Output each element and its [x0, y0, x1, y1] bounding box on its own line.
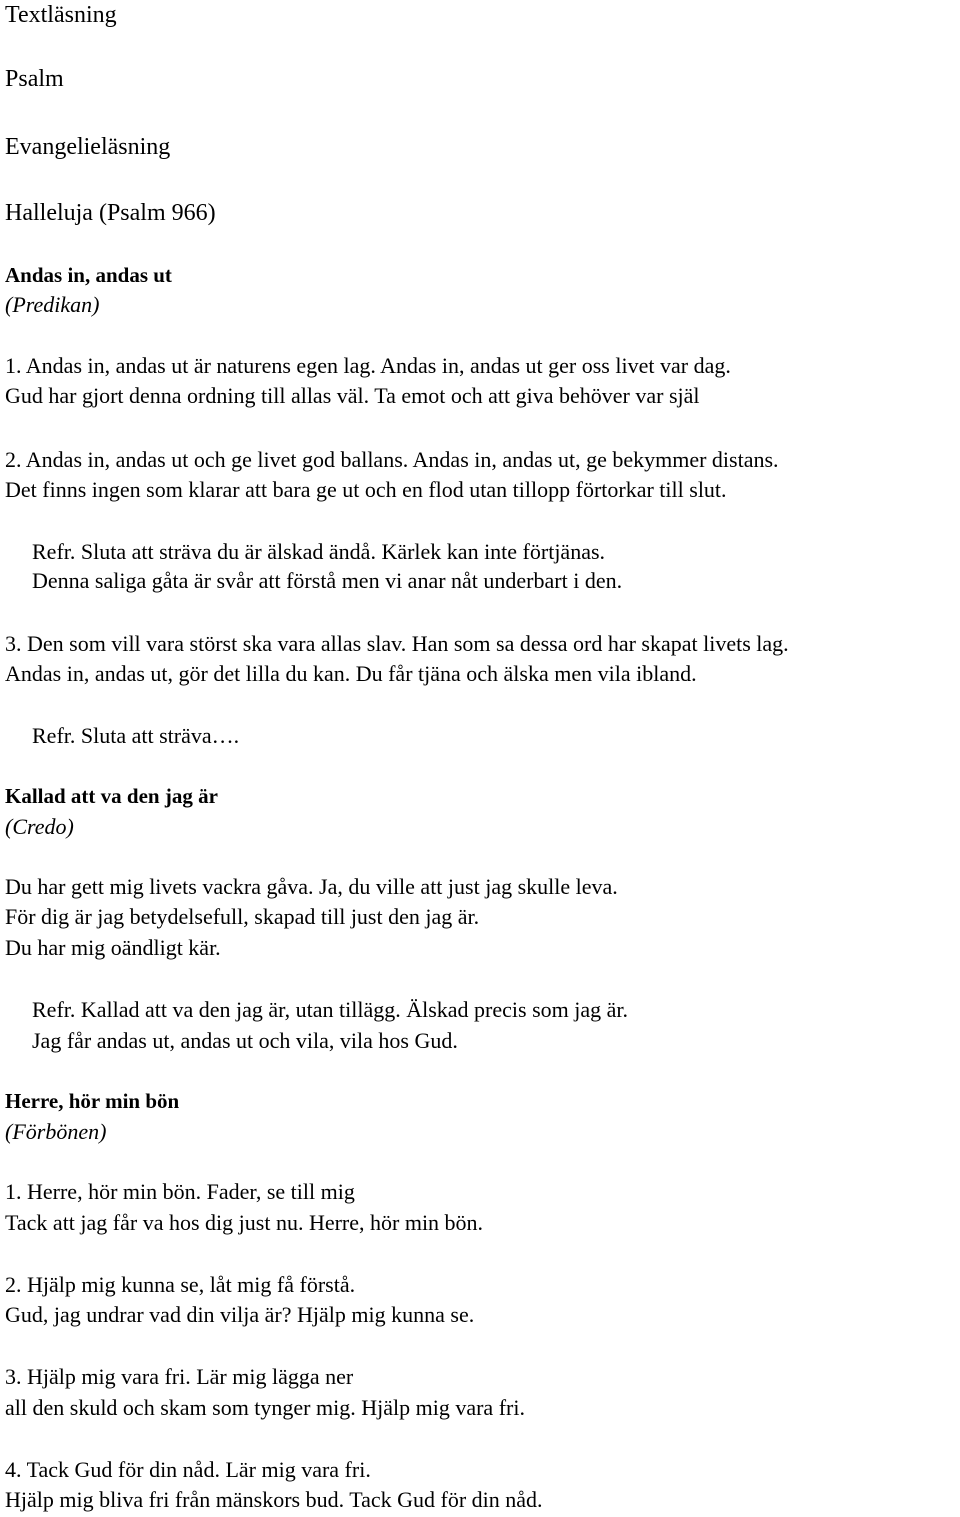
- song-line: 4. Tack Gud för din nåd. Lär mig vara fri.: [5, 1457, 371, 1482]
- refrain-line: Jag får andas ut, andas ut och vila, vila hos Gud.: [32, 1028, 458, 1053]
- song-line: 1. Andas in, andas ut är naturens egen lag. Andas in, andas ut ger oss livet var dag.: [5, 353, 731, 378]
- refrain-line: Refr. Sluta att sträva….: [32, 723, 240, 748]
- song-line: 3. Hjälp mig vara fri. Lär mig lägga ner: [5, 1364, 354, 1389]
- song-line: För dig är jag betydelsefull, skapad till just den jag är.: [5, 904, 480, 929]
- song-line: Gud har gjort denna ordning till allas väl. Ta emot och att giva behöver var själ: [5, 383, 700, 408]
- section-evangelielasning: Evangelieläsning: [5, 134, 171, 160]
- song-title: Andas in, andas ut: [5, 263, 172, 287]
- song-line: Gud, jag undrar vad din vilja är? Hjälp mig kunna se.: [5, 1302, 475, 1327]
- song-line: 1. Herre, hör min bön. Fader, se till mig: [5, 1179, 355, 1204]
- song-title: Kallad att va den jag är: [5, 784, 218, 808]
- song-line: Tack att jag får va hos dig just nu. Herre, hör min bön.: [5, 1210, 484, 1235]
- song-title: Herre, hör min bön: [5, 1089, 180, 1113]
- section-psalm: Psalm: [5, 66, 64, 92]
- section-halleluja: Halleluja (Psalm 966): [5, 200, 216, 226]
- song-line: Det finns ingen som klarar att bara ge ut och en flod utan tillopp förtorkar till slut.: [5, 477, 727, 502]
- song-subtitle: (Förbönen): [5, 1119, 107, 1144]
- song-line: Du har gett mig livets vackra gåva. Ja, du ville att just jag skulle leva.: [5, 874, 618, 899]
- song-line: 3. Den som vill vara störst ska vara allas slav. Han som sa dessa ord har skapat livets lag.: [5, 631, 789, 656]
- song-line: 2. Andas in, andas ut och ge livet god ballans. Andas in, andas ut, ge bekymmer distans.: [5, 447, 779, 472]
- refrain-line: Denna saliga gåta är svår att förstå men vi anar nåt underbart i den.: [32, 568, 623, 593]
- refrain-line: Refr. Kallad att va den jag är, utan tillägg. Älskad precis som jag är.: [32, 997, 628, 1022]
- refrain-line: Refr. Sluta att sträva du är älskad ändå. Kärlek kan inte förtjänas.: [32, 539, 606, 564]
- song-line: Hjälp mig bliva fri från mänskors bud. Tack Gud för din nåd.: [5, 1487, 543, 1512]
- song-subtitle: (Credo): [5, 814, 74, 839]
- song-subtitle: (Predikan): [5, 292, 100, 317]
- song-line: Du har mig oändligt kär.: [5, 935, 221, 960]
- song-line: all den skuld och skam som tynger mig. Hjälp mig vara fri.: [5, 1395, 525, 1420]
- song-line: Andas in, andas ut, gör det lilla du kan. Du får tjäna och älska men vila ibland.: [5, 661, 697, 686]
- song-line: 2. Hjälp mig kunna se, låt mig få förstå.: [5, 1272, 356, 1297]
- section-textlasning: Textläsning: [5, 2, 117, 28]
